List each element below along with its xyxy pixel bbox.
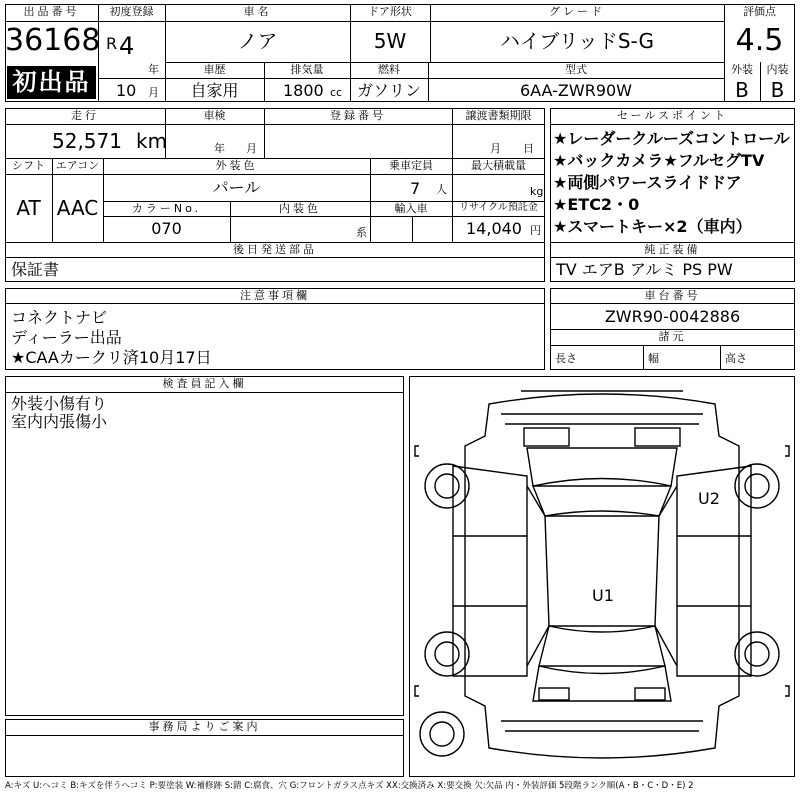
wheel bbox=[425, 464, 469, 508]
notes-line: コネクトナビ bbox=[11, 308, 108, 327]
rating-label: 評価点 bbox=[743, 5, 776, 18]
transfer-doc-label: 譲渡書類期限 bbox=[465, 109, 532, 122]
recycle-label: リサイクル預託金 bbox=[459, 202, 538, 213]
car-body-outline bbox=[465, 391, 739, 758]
history: 自家用 bbox=[190, 81, 239, 100]
int-grade: B bbox=[770, 78, 785, 102]
displacement-unit: cc bbox=[330, 86, 343, 99]
wheel bbox=[735, 632, 779, 676]
sales-points-label: セールスポイント bbox=[616, 109, 728, 122]
inspection-label: 車検 bbox=[203, 109, 226, 122]
model-code: 6AA-ZWR90W bbox=[519, 81, 632, 100]
door-type: 5W bbox=[373, 29, 407, 53]
lot-label: 出品番号 bbox=[23, 5, 80, 18]
first-listing-label: 初出品 bbox=[12, 68, 91, 96]
history-label: 車歴 bbox=[203, 63, 226, 76]
parts-label: 後日発送部品 bbox=[233, 243, 317, 256]
color-number: 070 bbox=[151, 219, 182, 238]
sales-point-item: ★バックカメラ★フルセグTV bbox=[553, 151, 765, 170]
dims-label: 諸元 bbox=[658, 330, 687, 343]
sales-point-item: ★レーダークルーズコントロール bbox=[553, 129, 790, 148]
damage-mark-u2: U2 bbox=[698, 489, 720, 508]
tail-lamp bbox=[635, 688, 665, 700]
equipment-label: 純正装備 bbox=[644, 243, 701, 256]
legend-text: A:キズ U:ヘコミ B:キズを伴うヘコミ P:要塗装 W:補修跡 S:錆 C:腐食、穴 G:フロントガラス点キズ XX:交換済み X:要交換 欠:欠品 内・外装評価 5段階ランク順(A・B・C・D・E) 2 bbox=[5, 781, 694, 791]
reg-year: 4 bbox=[119, 32, 135, 60]
spare-wheel bbox=[430, 722, 454, 746]
door-label: ドア形状 bbox=[368, 5, 412, 18]
pillar bbox=[527, 486, 677, 666]
import-label: 輸入車 bbox=[394, 202, 428, 215]
recycle-unit: 円 bbox=[530, 224, 541, 237]
reg-year-unit: 年 bbox=[148, 63, 159, 76]
model-label: 型式 bbox=[565, 63, 587, 76]
wheel bbox=[435, 642, 459, 666]
exterior-color: パール bbox=[212, 178, 261, 197]
front-grille bbox=[635, 428, 680, 446]
spare-wheel bbox=[420, 712, 464, 756]
shift-label: シフト bbox=[12, 159, 45, 172]
hood bbox=[527, 448, 677, 486]
inspector-line: 外装小傷有り bbox=[11, 394, 108, 413]
mirror-brackets bbox=[415, 446, 789, 696]
tailgate bbox=[533, 666, 671, 701]
shift-type: AT bbox=[16, 196, 41, 220]
left-side bbox=[453, 466, 527, 676]
displacement-label: 排気量 bbox=[290, 63, 324, 76]
wheel bbox=[425, 632, 469, 676]
ext-grade-label: 外装 bbox=[731, 63, 753, 76]
transfer-day-unit: 日 bbox=[523, 142, 534, 155]
front-grille bbox=[524, 428, 569, 446]
reg-number-label: 登録番号 bbox=[330, 109, 386, 122]
load-unit: kg bbox=[530, 185, 544, 198]
wheel bbox=[735, 464, 779, 508]
recycle-fee: 14,040 bbox=[466, 219, 522, 238]
mileage-unit: km bbox=[136, 129, 168, 153]
interior-color-unit: 系 bbox=[356, 226, 367, 239]
color-no-label: カラーNo. bbox=[131, 202, 202, 215]
inspection-month-unit: 月 bbox=[246, 142, 257, 155]
load-label: 最大積載量 bbox=[471, 159, 526, 172]
rating-score: 4.5 bbox=[735, 23, 784, 58]
wheel bbox=[745, 474, 769, 498]
capacity-label: 乗車定員 bbox=[389, 159, 433, 172]
wheel bbox=[435, 474, 459, 498]
interior-color-label: 内装色 bbox=[279, 202, 321, 215]
ac-type: AAC bbox=[56, 196, 99, 220]
ac-label: エアコン bbox=[55, 159, 100, 172]
tail-lamp bbox=[539, 688, 569, 700]
width-label: 幅 bbox=[648, 352, 659, 365]
sales-point-item: ★両側パワースライドドア bbox=[553, 173, 742, 192]
reg-month-unit: 月 bbox=[148, 86, 159, 99]
inspector-label: 検査員記入欄 bbox=[162, 377, 247, 390]
grade-label: グレード bbox=[549, 5, 605, 18]
front-bumper bbox=[501, 414, 703, 424]
mileage-label: 走行 bbox=[71, 109, 99, 122]
sales-point-item: ★スマートキー×2（車内） bbox=[553, 217, 752, 236]
fuel-label: 燃料 bbox=[378, 63, 400, 76]
car-name-label: 車名 bbox=[243, 5, 272, 18]
lot-number: 36168 bbox=[5, 23, 101, 58]
sales-point-item: ★ETC2・0 bbox=[553, 195, 640, 214]
grade: ハイブリッドS-G bbox=[500, 29, 654, 53]
height-label: 高さ bbox=[725, 352, 747, 365]
reg-month: 10 bbox=[116, 81, 137, 100]
office-label: 事務局よりご案内 bbox=[148, 720, 261, 733]
ext-grade: B bbox=[735, 78, 749, 102]
roof bbox=[545, 516, 659, 626]
mileage: 52,571 bbox=[52, 129, 122, 153]
transfer-month-unit: 月 bbox=[490, 142, 501, 155]
length-label: 長さ bbox=[555, 352, 577, 365]
inspector-line: 室内内張傷小 bbox=[11, 412, 108, 431]
rear-bumper bbox=[501, 721, 703, 731]
car-diagram bbox=[409, 376, 795, 777]
chassis-label: 車台番号 bbox=[644, 289, 701, 302]
int-grade-label: 内装 bbox=[766, 63, 789, 76]
fuel: ガソリン bbox=[356, 81, 421, 100]
parts-value: 保証書 bbox=[11, 260, 60, 279]
damage-mark-u1: U1 bbox=[592, 586, 614, 605]
wheel bbox=[745, 642, 769, 666]
chassis-number: ZWR90-0042886 bbox=[604, 307, 741, 326]
era-mark: R bbox=[106, 34, 118, 53]
equipment-value: TV エアB アルミ PS PW bbox=[556, 260, 733, 279]
windshield bbox=[533, 479, 671, 517]
notes-line: ★CAAカークリ済10月17日 bbox=[11, 348, 212, 367]
notes-line: ディーラー出品 bbox=[11, 328, 122, 347]
notes-label: 注意事項欄 bbox=[240, 289, 310, 302]
capacity: 7 bbox=[410, 179, 421, 198]
capacity-unit: 人 bbox=[436, 183, 447, 196]
car-name: ノア bbox=[237, 29, 278, 53]
color-label: 外装色 bbox=[215, 159, 258, 172]
displacement: 1800 bbox=[283, 81, 324, 100]
first-reg-label: 初度登録 bbox=[109, 5, 154, 18]
inspection-year-unit: 年 bbox=[214, 142, 225, 155]
